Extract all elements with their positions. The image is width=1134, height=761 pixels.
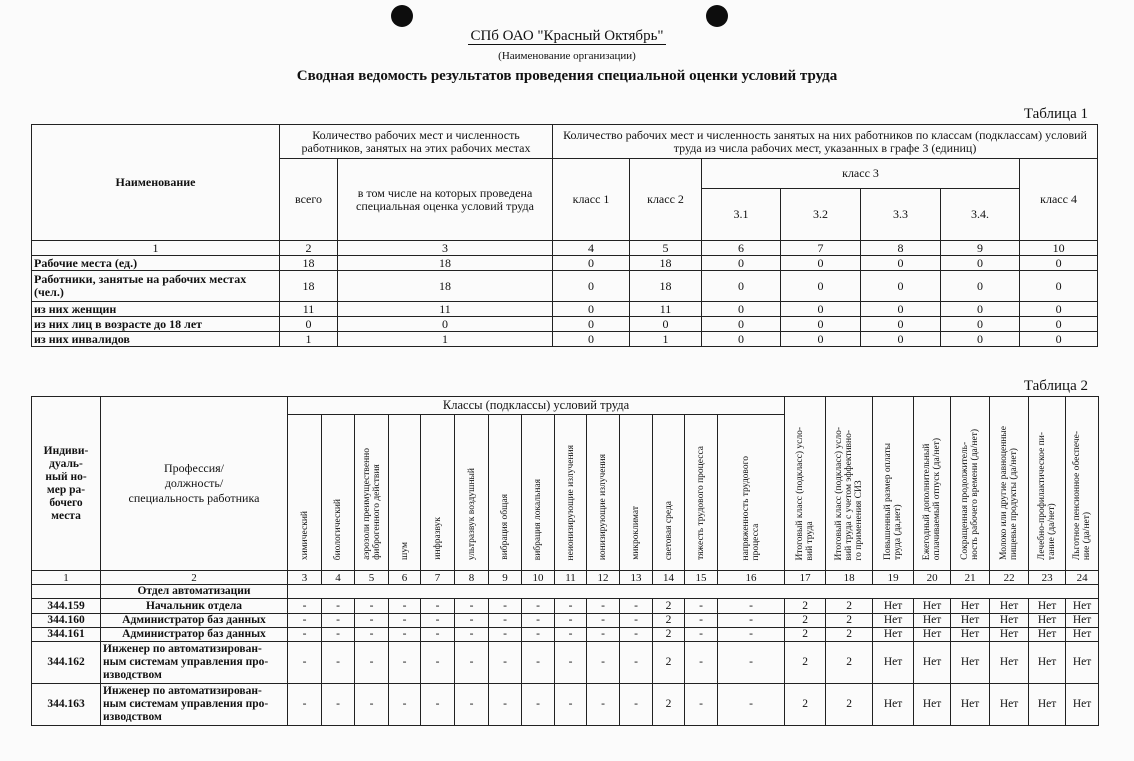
- workplace-id: 344.161: [32, 628, 101, 642]
- cell-value: Нет: [1066, 642, 1099, 684]
- cell-value: -: [421, 614, 455, 628]
- cell-value: -: [355, 684, 389, 726]
- workplace-row: [32, 642, 1099, 684]
- header-result-19: Повышенный размер оплаты труда (да,нет): [873, 397, 914, 571]
- cell-value: Нет: [1029, 614, 1066, 628]
- col-number: 14: [653, 571, 685, 585]
- cell-value: 18: [338, 256, 553, 271]
- cell-value: 0: [702, 302, 781, 317]
- factor-header: микроклимат: [620, 415, 653, 571]
- col-number: 16: [718, 571, 785, 585]
- cell-value: 0: [553, 271, 630, 302]
- cell-value: -: [522, 614, 555, 628]
- col-number: 5: [355, 571, 389, 585]
- cell-value: -: [355, 628, 389, 642]
- col-number: 1: [32, 241, 280, 256]
- cell-value: -: [389, 599, 421, 614]
- header-result-21: Сокращенная продолжитель- ность рабочего времени (да/нет): [951, 397, 990, 571]
- header-class-2: класс 2: [630, 159, 702, 241]
- col-number: 9: [489, 571, 522, 585]
- cell-value: 11: [630, 302, 702, 317]
- col-number: 11: [555, 571, 587, 585]
- cell-value: 0: [702, 256, 781, 271]
- factor-header: напряженность трудового процесса: [718, 415, 785, 571]
- cell-value: 0: [702, 317, 781, 332]
- cell-value: Нет: [873, 614, 914, 628]
- cell-value: 1: [280, 332, 338, 347]
- cell-value: -: [288, 684, 322, 726]
- factor-header: химический: [288, 415, 322, 571]
- cell-value: Нет: [1066, 684, 1099, 726]
- punch-hole-right: [706, 5, 728, 27]
- column-numbers-row: [32, 241, 1098, 256]
- cell-value: Нет: [951, 614, 990, 628]
- department-filler: [288, 585, 1099, 599]
- cell-value: -: [455, 599, 489, 614]
- cell-value: -: [322, 642, 355, 684]
- cell-value: Нет: [1029, 599, 1066, 614]
- cell-value: 0: [553, 332, 630, 347]
- cell-value: Нет: [1066, 614, 1099, 628]
- cell-value: -: [489, 599, 522, 614]
- cell-value: -: [718, 628, 785, 642]
- cell-value: -: [685, 642, 718, 684]
- cell-value: -: [685, 628, 718, 642]
- cell-value: 0: [1020, 256, 1098, 271]
- cell-value: -: [620, 684, 653, 726]
- profession: Начальник отдела: [101, 599, 288, 614]
- cell-value: 0: [781, 302, 861, 317]
- header-class-3-1: 3.1: [702, 189, 781, 241]
- cell-value: -: [718, 614, 785, 628]
- cell-value: -: [555, 614, 587, 628]
- cell-value: 0: [338, 317, 553, 332]
- cell-value: 0: [781, 256, 861, 271]
- cell-value: 0: [781, 332, 861, 347]
- header-class-1: класс 1: [553, 159, 630, 241]
- cell-value: -: [685, 684, 718, 726]
- col-number: 10: [522, 571, 555, 585]
- cell-value: 2: [826, 628, 873, 642]
- cell-value: Нет: [1029, 628, 1066, 642]
- cell-value: Нет: [873, 599, 914, 614]
- cell-value: -: [718, 599, 785, 614]
- cell-value: 0: [941, 271, 1020, 302]
- factor-header: ультразвук воздушный: [455, 415, 489, 571]
- row-name: из них лиц в возрасте до 18 лет: [32, 317, 280, 332]
- cell-value: -: [288, 642, 322, 684]
- cell-value: Нет: [914, 614, 951, 628]
- cell-value: 2: [826, 684, 873, 726]
- header-result-22: Молоко или другие равноценные пищевые продукты (да/нет): [990, 397, 1029, 571]
- cell-value: Нет: [914, 599, 951, 614]
- factor-header: неионизирующие излучения: [555, 415, 587, 571]
- header-workplace-id: Индиви- дуаль- ный но- мер ра- бочего места: [32, 397, 101, 571]
- cell-value: -: [288, 599, 322, 614]
- cell-value: 0: [1020, 332, 1098, 347]
- cell-value: -: [489, 614, 522, 628]
- cell-value: 0: [941, 302, 1020, 317]
- cell-value: -: [522, 642, 555, 684]
- cell-value: 0: [553, 317, 630, 332]
- header-result-18: Итоговый класс (подкласс) усло- вий труда с учетом эффективно- го применения СИЗ: [826, 397, 873, 571]
- header-class-3-4: 3.4.: [941, 189, 1020, 241]
- header-result-17: Итоговый класс (подкласс) усло- вий труда: [785, 397, 826, 571]
- cell-value: Нет: [914, 684, 951, 726]
- cell-value: 18: [338, 271, 553, 302]
- cell-value: Нет: [990, 642, 1029, 684]
- cell-value: -: [489, 684, 522, 726]
- cell-value: -: [421, 599, 455, 614]
- cell-value: 18: [630, 271, 702, 302]
- cell-value: Нет: [951, 599, 990, 614]
- document-title: Сводная ведомость результатов проведения специальной оценки условий труда: [296, 68, 838, 84]
- cell-value: Нет: [1066, 599, 1099, 614]
- col-number: 2: [280, 241, 338, 256]
- cell-value: 2: [653, 599, 685, 614]
- col-number: 23: [1029, 571, 1066, 585]
- col-number: 22: [990, 571, 1029, 585]
- header-name: Наименование: [32, 125, 280, 241]
- cell-value: 0: [861, 271, 941, 302]
- table1-row: [32, 256, 1098, 271]
- cell-value: 2: [653, 614, 685, 628]
- factor-header: аэрозоли преимущественно фиброгенного действия: [355, 415, 389, 571]
- cell-value: -: [587, 614, 620, 628]
- cell-value: -: [421, 684, 455, 726]
- col-number: 20: [914, 571, 951, 585]
- cell-value: -: [389, 628, 421, 642]
- column-numbers-row: [32, 571, 1099, 585]
- table2-label: Таблица 2: [1023, 378, 1088, 394]
- cell-value: -: [322, 614, 355, 628]
- cell-value: 2: [826, 642, 873, 684]
- col-number: 4: [553, 241, 630, 256]
- col-number: 1: [32, 571, 101, 585]
- cell-value: -: [620, 599, 653, 614]
- cell-value: 0: [553, 302, 630, 317]
- col-number: 5: [630, 241, 702, 256]
- cell-value: -: [455, 684, 489, 726]
- cell-value: 18: [280, 256, 338, 271]
- cell-value: 2: [785, 628, 826, 642]
- col-number: 7: [781, 241, 861, 256]
- workplace-row: [32, 614, 1099, 628]
- cell-value: 0: [861, 332, 941, 347]
- workplace-id: 344.163: [32, 684, 101, 726]
- department-id-cell: [32, 585, 101, 599]
- factor-header: биологический: [322, 415, 355, 571]
- factor-header: световая среда: [653, 415, 685, 571]
- cell-value: 2: [653, 628, 685, 642]
- col-number: 13: [620, 571, 653, 585]
- cell-value: Нет: [1029, 684, 1066, 726]
- table1-row: [32, 302, 1098, 317]
- table1-label: Таблица 1: [1023, 106, 1088, 122]
- cell-value: Нет: [990, 599, 1029, 614]
- col-number: 6: [702, 241, 781, 256]
- header-workplaces-group: Количество рабочих мест и численность работников, занятых на этих рабочих местах: [280, 125, 553, 159]
- header-class-3-3: 3.3: [861, 189, 941, 241]
- row-name: Рабочие места (ед.): [32, 256, 280, 271]
- cell-value: 0: [280, 317, 338, 332]
- cell-value: -: [421, 628, 455, 642]
- cell-value: -: [455, 614, 489, 628]
- cell-value: 0: [1020, 271, 1098, 302]
- workplace-id: 344.160: [32, 614, 101, 628]
- cell-value: 2: [826, 614, 873, 628]
- header-class-3: класс 3: [702, 159, 1020, 189]
- cell-value: Нет: [990, 684, 1029, 726]
- cell-value: Нет: [951, 628, 990, 642]
- cell-value: 0: [781, 271, 861, 302]
- cell-value: -: [718, 642, 785, 684]
- col-number: 19: [873, 571, 914, 585]
- cell-value: -: [322, 599, 355, 614]
- cell-value: -: [389, 642, 421, 684]
- workplace-id: 344.162: [32, 642, 101, 684]
- cell-value: 0: [941, 317, 1020, 332]
- department-name: Отдел автоматизации: [101, 585, 288, 599]
- cell-value: Нет: [914, 628, 951, 642]
- cell-value: Нет: [1066, 628, 1099, 642]
- cell-value: Нет: [990, 628, 1029, 642]
- cell-value: -: [322, 684, 355, 726]
- cell-value: -: [685, 599, 718, 614]
- cell-value: 11: [280, 302, 338, 317]
- table1-row: [32, 317, 1098, 332]
- cell-value: -: [555, 599, 587, 614]
- organization-note: (Наименование организации): [498, 50, 636, 62]
- cell-value: -: [355, 614, 389, 628]
- summary-table-2: [31, 396, 1099, 726]
- cell-value: 18: [630, 256, 702, 271]
- profession: Инженер по автоматизирован-ным системам управления про-изводством: [101, 642, 288, 684]
- cell-value: 0: [781, 317, 861, 332]
- row-name: из них инвалидов: [32, 332, 280, 347]
- cell-value: Нет: [914, 642, 951, 684]
- cell-value: 11: [338, 302, 553, 317]
- cell-value: -: [522, 628, 555, 642]
- header-profession: Профессия/ должность/ специальность работника: [101, 397, 288, 571]
- cell-value: -: [288, 614, 322, 628]
- col-number: 8: [861, 241, 941, 256]
- workplace-id: 344.159: [32, 599, 101, 614]
- organization-name: СПб ОАО "Красный Октябрь": [470, 28, 664, 44]
- cell-value: -: [587, 628, 620, 642]
- cell-value: -: [288, 628, 322, 642]
- header-result-24: Льготное пенсионное обеспече- ние (да/нет): [1066, 397, 1099, 571]
- profession: Администратор баз данных: [101, 614, 288, 628]
- summary-table-1: [31, 124, 1098, 347]
- cell-value: 2: [785, 614, 826, 628]
- cell-value: 0: [1020, 302, 1098, 317]
- cell-value: 0: [702, 271, 781, 302]
- row-name: Работники, занятые на рабочих местах (чел.): [32, 271, 280, 302]
- cell-value: -: [355, 642, 389, 684]
- col-number: 3: [338, 241, 553, 256]
- cell-value: Нет: [1029, 642, 1066, 684]
- table1-row: [32, 332, 1098, 347]
- header-classes: Классы (подклассы) условий труда: [288, 397, 785, 415]
- cell-value: -: [455, 628, 489, 642]
- cell-value: 0: [553, 256, 630, 271]
- cell-value: -: [718, 684, 785, 726]
- row-name: из них женщин: [32, 302, 280, 317]
- cell-value: -: [587, 684, 620, 726]
- cell-value: -: [522, 684, 555, 726]
- cell-value: 0: [702, 332, 781, 347]
- cell-value: -: [620, 642, 653, 684]
- col-number: 3: [288, 571, 322, 585]
- profession: Инженер по автоматизирован-ным системам управления про-изводством: [101, 684, 288, 726]
- workplace-row: [32, 684, 1099, 726]
- cell-value: 18: [280, 271, 338, 302]
- cell-value: 2: [653, 642, 685, 684]
- cell-value: -: [685, 614, 718, 628]
- cell-value: Нет: [990, 614, 1029, 628]
- col-number: 12: [587, 571, 620, 585]
- table1-row: [32, 271, 1098, 302]
- col-number: 9: [941, 241, 1020, 256]
- col-number: 15: [685, 571, 718, 585]
- col-number: 17: [785, 571, 826, 585]
- cell-value: Нет: [873, 642, 914, 684]
- cell-value: -: [421, 642, 455, 684]
- col-number: 10: [1020, 241, 1098, 256]
- cell-value: Нет: [873, 628, 914, 642]
- cell-value: -: [522, 599, 555, 614]
- col-number: 8: [455, 571, 489, 585]
- cell-value: 2: [826, 599, 873, 614]
- col-number: 24: [1066, 571, 1099, 585]
- cell-value: 2: [785, 642, 826, 684]
- cell-value: -: [389, 614, 421, 628]
- profession: Администратор баз данных: [101, 628, 288, 642]
- cell-value: -: [555, 642, 587, 684]
- factor-header: ионизирующие излучения: [587, 415, 620, 571]
- cell-value: 0: [861, 317, 941, 332]
- cell-value: 0: [861, 302, 941, 317]
- cell-value: Нет: [873, 684, 914, 726]
- cell-value: -: [489, 642, 522, 684]
- col-number: 4: [322, 571, 355, 585]
- workplace-row: [32, 599, 1099, 614]
- factor-header: тяжесть трудового процесса: [685, 415, 718, 571]
- cell-value: 2: [785, 684, 826, 726]
- cell-value: 1: [338, 332, 553, 347]
- cell-value: -: [455, 642, 489, 684]
- cell-value: Нет: [951, 642, 990, 684]
- punch-hole-left: [391, 5, 413, 27]
- cell-value: -: [489, 628, 522, 642]
- col-number: 21: [951, 571, 990, 585]
- factor-header: шум: [389, 415, 421, 571]
- factor-header: вибрация локальная: [522, 415, 555, 571]
- header-result-20: Ежегодный дополнительный оплачиваемый отпуск (да/нет): [914, 397, 951, 571]
- cell-value: Нет: [951, 684, 990, 726]
- cell-value: -: [389, 684, 421, 726]
- header-class-3-2: 3.2: [781, 189, 861, 241]
- cell-value: 0: [861, 256, 941, 271]
- col-number: 18: [826, 571, 873, 585]
- cell-value: -: [555, 628, 587, 642]
- header-total: всего: [280, 159, 338, 241]
- workplace-row: [32, 628, 1099, 642]
- cell-value: -: [620, 628, 653, 642]
- header-assessed: в том числе на которых проведена специальная оценка условий труда: [338, 159, 553, 241]
- cell-value: 0: [941, 256, 1020, 271]
- col-number: 6: [389, 571, 421, 585]
- cell-value: -: [555, 684, 587, 726]
- cell-value: 2: [785, 599, 826, 614]
- cell-value: 1: [630, 332, 702, 347]
- header-classes-group: Количество рабочих мест и численность занятых на них работников по классам (подклассам) условий труда из числа рабочих мест, указанных в графе 3 (единиц): [553, 125, 1098, 159]
- header-class-4: класс 4: [1020, 159, 1098, 241]
- cell-value: -: [355, 599, 389, 614]
- cell-value: 0: [1020, 317, 1098, 332]
- cell-value: 2: [653, 684, 685, 726]
- cell-value: -: [322, 628, 355, 642]
- factor-header: инфразвук: [421, 415, 455, 571]
- cell-value: -: [587, 599, 620, 614]
- factor-header: вибрация общая: [489, 415, 522, 571]
- cell-value: -: [587, 642, 620, 684]
- header-result-23: Лечебно-профилактическое пи- тание (да/нет): [1029, 397, 1066, 571]
- col-number: 2: [101, 571, 288, 585]
- cell-value: 0: [630, 317, 702, 332]
- col-number: 7: [421, 571, 455, 585]
- cell-value: 0: [941, 332, 1020, 347]
- cell-value: -: [620, 614, 653, 628]
